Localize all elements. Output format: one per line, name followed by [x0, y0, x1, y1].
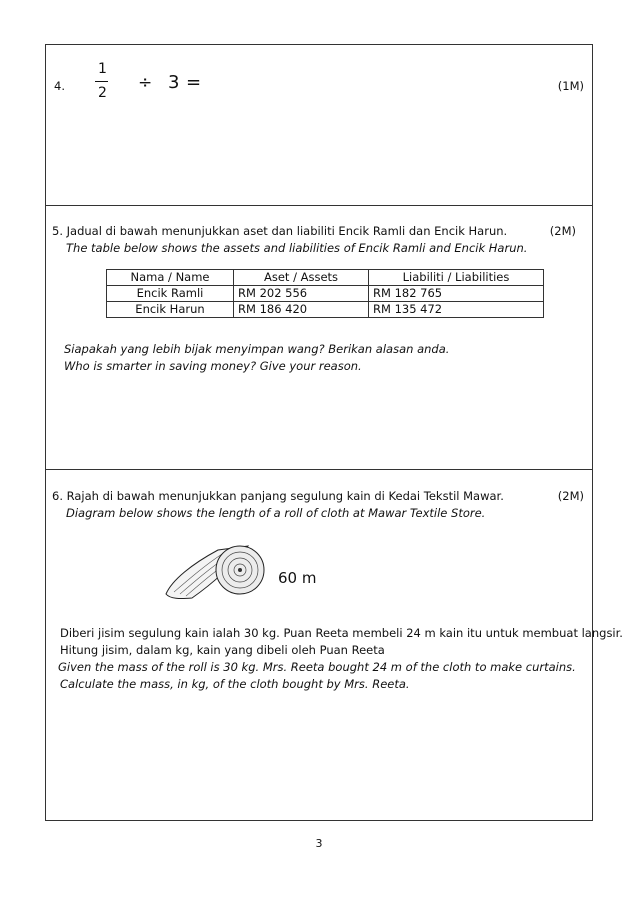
- question-6-line2-ms: Hitung jisim, dalam kg, kain yang dibeli oleh Puan Reeta: [60, 643, 385, 657]
- divisor: 3: [168, 72, 180, 93]
- question-5-prompt-ms: Siapakah yang lebih bijak menyimpan wang? Berikan alasan anda.: [64, 342, 450, 356]
- equals-sign: =: [186, 72, 202, 93]
- table-row: [107, 286, 544, 302]
- table-header-cell: Liabiliti / Liabilities: [369, 270, 544, 286]
- question-5-section: [46, 206, 592, 470]
- table-cell: Encik Ramli: [107, 286, 234, 302]
- table-cell: RM 186 420: [234, 302, 369, 318]
- table-header-cell: Aset / Assets: [234, 270, 369, 286]
- question-5-text-en: The table below shows the assets and liabilities of Encik Ramli and Encik Harun.: [66, 241, 528, 255]
- question-4-section: [46, 45, 592, 206]
- question-6-section: [46, 470, 623, 820]
- table-header-cell: Nama / Name: [107, 270, 234, 286]
- question-6-line1-en: Given the mass of the roll is 30 kg. Mrs. Reeta bought 24 m of the cloth to make curtains.: [58, 660, 576, 674]
- assets-table: [106, 269, 544, 318]
- question-4-marks: (1M): [557, 79, 584, 93]
- fraction-bar: [95, 81, 108, 82]
- table-row: [107, 302, 544, 318]
- question-5-marks: (2M): [549, 224, 576, 238]
- question-6-line2-en: Calculate the mass, in kg, of the cloth bought by Mrs. Reeta.: [60, 677, 410, 691]
- question-6-text-ms: 6. Rajah di bawah menunjukkan panjang segulung kain di Kedai Tekstil Mawar.: [52, 489, 504, 503]
- page-number: 3: [315, 837, 323, 850]
- cloth-roll-illustration: [162, 536, 270, 602]
- question-4-number: 4.: [54, 79, 65, 93]
- table-cell: RM 135 472: [369, 302, 544, 318]
- divide-operator: ÷: [138, 73, 153, 93]
- table-header-row: [107, 270, 544, 286]
- question-frame: [45, 44, 623, 821]
- question-5-prompt-en: Who is smarter in saving money? Give your reason.: [64, 359, 362, 373]
- question-5-text-ms: 5. Jadual di bawah menunjukkan aset dan liabiliti Encik Ramli dan Encik Harun.: [52, 224, 508, 238]
- fraction-denominator: 2: [98, 85, 107, 101]
- table-cell: RM 182 765: [369, 286, 544, 302]
- cloth-length-label: 60 m: [278, 569, 317, 587]
- question-6-text-en: Diagram below shows the length of a roll of cloth at Mawar Textile Store.: [66, 506, 486, 520]
- table-cell: RM 202 556: [234, 286, 369, 302]
- fraction-numerator: 1: [98, 61, 107, 77]
- table-cell: Encik Harun: [107, 302, 234, 318]
- question-6-line1-ms: Diberi jisim segulung kain ialah 30 kg. Puan Reeta membeli 24 m kain itu untuk membuat langsir.: [60, 626, 623, 640]
- question-6-marks: (2M): [557, 489, 584, 503]
